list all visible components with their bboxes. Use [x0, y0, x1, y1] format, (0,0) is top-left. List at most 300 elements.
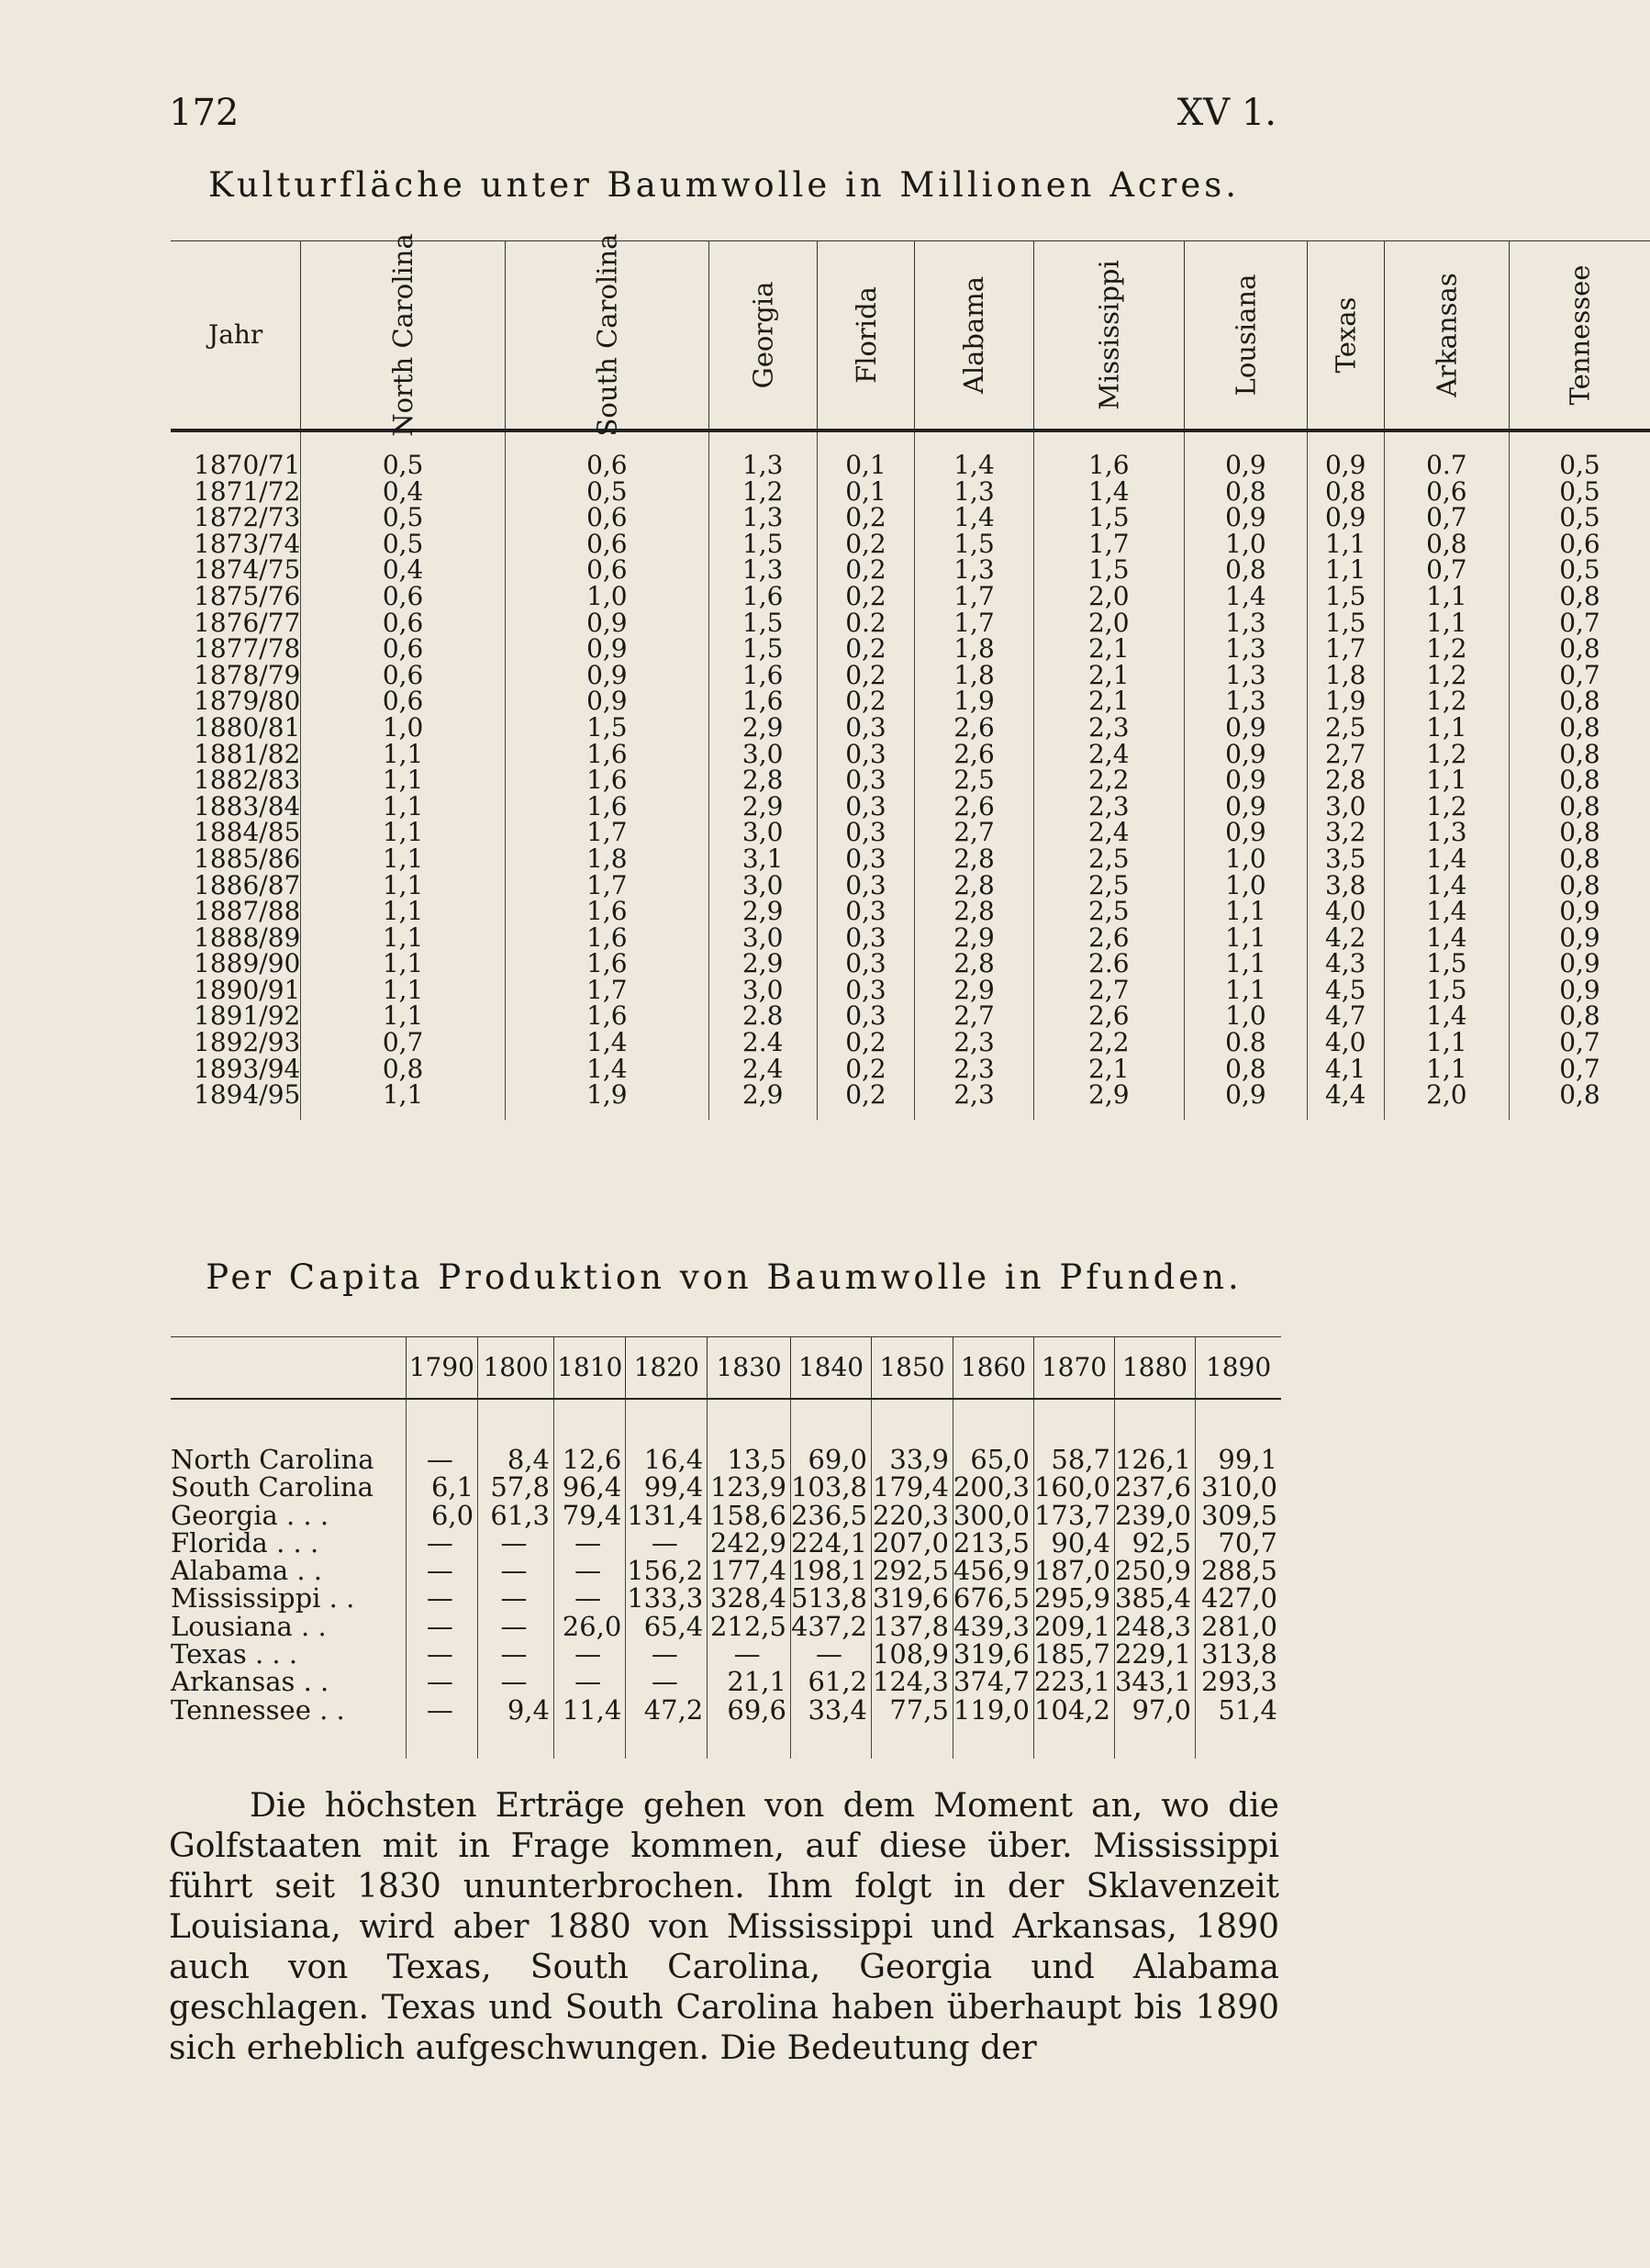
table-row: [171, 1668, 1281, 1695]
value-cell: 1,3: [1185, 663, 1308, 689]
value-cell: 513,8: [790, 1584, 871, 1612]
value-cell: 319,6: [953, 1640, 1033, 1668]
year-cell: 1876/77: [194, 607, 301, 638]
value-cell: 0,9: [1185, 505, 1308, 531]
value-cell: 12,6: [553, 1399, 625, 1473]
value-cell: 0,8: [1510, 636, 1650, 663]
value-cell: 0,8: [301, 1056, 506, 1083]
value-cell: 69,0: [790, 1399, 871, 1473]
value-cell: 70,7: [1196, 1529, 1281, 1557]
value-cell: 0,3: [817, 742, 915, 768]
value-cell: 1,7: [505, 820, 708, 846]
value-cell: 1,4: [915, 430, 1033, 479]
value-cell: 2,5: [1033, 899, 1184, 925]
value-cell: —: [478, 1613, 554, 1640]
value-cell: 1,1: [1185, 978, 1308, 1004]
value-cell: —: [406, 1529, 477, 1557]
value-cell: 0,7: [1384, 557, 1509, 584]
value-cell: 437,2: [790, 1613, 871, 1640]
value-cell: —: [406, 1640, 477, 1668]
column-header-1890: 1890: [1196, 1337, 1281, 1400]
value-cell: 0,8: [1510, 1082, 1650, 1120]
value-cell: 2,0: [1384, 1082, 1509, 1120]
value-cell: 0,9: [1307, 430, 1384, 479]
value-cell: 177,4: [708, 1557, 791, 1584]
value-cell: 1,1: [301, 1082, 506, 1120]
value-cell: 2,3: [915, 1030, 1033, 1056]
value-cell: 2,6: [915, 794, 1033, 821]
value-cell: 2,1: [1033, 663, 1184, 689]
value-cell: 0,6: [301, 663, 506, 689]
value-cell: 1,4: [505, 1030, 708, 1056]
year-cell: 1874/75: [194, 554, 301, 586]
value-cell: —: [406, 1399, 477, 1473]
value-cell: 2,6: [1033, 925, 1184, 952]
table-row: [171, 430, 1650, 479]
value-cell: 1,0: [1185, 873, 1308, 899]
value-cell: 11,4: [553, 1696, 625, 1759]
value-cell: —: [553, 1529, 625, 1557]
value-cell: 1,1: [1384, 610, 1509, 637]
column-header-label: Texas: [1330, 296, 1362, 374]
value-cell: 61,2: [790, 1668, 871, 1695]
value-cell: 1,5: [1384, 978, 1509, 1004]
value-cell: 2,3: [915, 1082, 1033, 1120]
state-cell: Florida . . .: [171, 1526, 319, 1559]
value-cell: 374,7: [953, 1668, 1033, 1695]
value-cell: 292,5: [872, 1557, 953, 1584]
value-cell: 2,2: [1033, 1030, 1184, 1056]
column-header-north-carolina: [301, 233, 506, 437]
value-cell: 1,4: [1384, 899, 1509, 925]
value-cell: 160,0: [1033, 1473, 1114, 1501]
value-cell: 1,1: [1185, 951, 1308, 978]
body-paragraph: [169, 1786, 1279, 2069]
value-cell: 33,9: [872, 1399, 953, 1473]
value-cell: 4,0: [1307, 1030, 1384, 1056]
year-cell: 1877/78: [194, 633, 301, 665]
value-cell: 0,5: [301, 505, 506, 531]
value-cell: 3,8: [1307, 873, 1384, 899]
value-cell: 119,0: [953, 1696, 1033, 1759]
value-cell: 250,9: [1114, 1557, 1195, 1584]
value-cell: 2,3: [1033, 794, 1184, 821]
value-cell: 2,8: [1307, 767, 1384, 794]
value-cell: 0,8: [1510, 1003, 1650, 1030]
year-cell: 1893/94: [194, 1053, 301, 1084]
value-cell: 16,4: [626, 1399, 708, 1473]
value-cell: 185,7: [1033, 1640, 1114, 1668]
value-cell: 1,5: [708, 636, 817, 663]
column-header-1840: 1840: [790, 1337, 871, 1400]
value-cell: 0,9: [1510, 951, 1650, 978]
value-cell: 1,5: [915, 531, 1033, 558]
value-cell: —: [553, 1584, 625, 1612]
year-cell: 1891/92: [194, 1000, 301, 1032]
value-cell: 0,6: [301, 584, 506, 610]
value-cell: 1,7: [915, 610, 1033, 637]
state-cell: Texas . . .: [171, 1638, 298, 1670]
value-cell: 1,6: [1033, 430, 1184, 479]
value-cell: 0,2: [817, 531, 915, 558]
value-cell: 1,0: [1185, 846, 1308, 873]
column-header-label: Florida: [850, 286, 882, 384]
column-header-jahr: [171, 241, 301, 431]
table-row: [171, 1399, 1281, 1473]
value-cell: 1,8: [505, 846, 708, 873]
value-cell: 2,9: [1033, 1082, 1184, 1120]
value-cell: 173,7: [1033, 1502, 1114, 1529]
value-cell: 2,8: [915, 873, 1033, 899]
table-row: [171, 688, 1650, 715]
value-cell: —: [406, 1613, 477, 1640]
column-header-arkansas: [1384, 241, 1509, 431]
value-cell: 2,2: [1033, 767, 1184, 794]
value-cell: 179,4: [872, 1473, 953, 1501]
value-cell: 310,0: [1196, 1473, 1281, 1501]
value-cell: 1,6: [505, 767, 708, 794]
value-cell: 207,0: [872, 1529, 953, 1557]
value-cell: 1,0: [1185, 531, 1308, 558]
value-cell: 65,4: [626, 1613, 708, 1640]
value-cell: 2,1: [1033, 1056, 1184, 1083]
year-cell: 1890/91: [194, 974, 301, 1005]
value-cell: 1,4: [1033, 479, 1184, 506]
table-row: [171, 1557, 1281, 1584]
value-cell: 309,5: [1196, 1502, 1281, 1529]
value-cell: 439,3: [953, 1613, 1033, 1640]
value-cell: 0,3: [817, 978, 915, 1004]
value-cell: 1,6: [505, 742, 708, 768]
value-cell: 1,5: [1033, 557, 1184, 584]
value-cell: 0,6: [505, 557, 708, 584]
value-cell: 0,5: [1510, 430, 1650, 479]
year-cell: 1872/73: [194, 502, 301, 533]
value-cell: 3,0: [708, 925, 817, 952]
value-cell: 239,0: [1114, 1502, 1195, 1529]
value-cell: 2,9: [708, 794, 817, 821]
value-cell: 0,8: [1510, 767, 1650, 794]
value-cell: 104,2: [1033, 1696, 1114, 1759]
column-header-label: Georgia: [747, 281, 779, 389]
value-cell: 2,5: [1033, 846, 1184, 873]
value-cell: 0,9: [1185, 430, 1308, 479]
value-cell: 126,1: [1114, 1399, 1195, 1473]
value-cell: 21,1: [708, 1668, 791, 1695]
value-cell: 90,4: [1033, 1529, 1114, 1557]
value-cell: 2.6: [1033, 951, 1184, 978]
value-cell: 1,4: [1384, 1003, 1509, 1030]
value-cell: 1,9: [505, 1082, 708, 1120]
value-cell: 0,8: [1510, 742, 1650, 768]
value-cell: 2,0: [1033, 584, 1184, 610]
value-cell: 1,7: [1307, 636, 1384, 663]
value-cell: 1,3: [1185, 610, 1308, 637]
table-row: [171, 1003, 1650, 1030]
column-header-state: [171, 1337, 406, 1400]
value-cell: —: [626, 1529, 708, 1557]
value-cell: 0,3: [817, 1003, 915, 1030]
value-cell: 2.8: [708, 1003, 817, 1030]
value-cell: 0,3: [817, 715, 915, 742]
value-cell: 1,7: [915, 584, 1033, 610]
column-header-label: Lousiana: [1230, 274, 1262, 397]
value-cell: 4,3: [1307, 951, 1384, 978]
year-cell: 1882/83: [194, 765, 301, 796]
value-cell: —: [478, 1529, 554, 1557]
state-cell: South Carolina: [171, 1471, 373, 1503]
value-cell: 1,4: [915, 505, 1033, 531]
year-cell: 1888/89: [194, 922, 301, 953]
value-cell: 1,1: [301, 925, 506, 952]
value-cell: 0,2: [817, 557, 915, 584]
value-cell: 0,2: [817, 584, 915, 610]
value-cell: 1,1: [301, 873, 506, 899]
value-cell: 0,2: [817, 636, 915, 663]
column-header-south-carolina: [505, 233, 708, 437]
value-cell: 1,0: [505, 584, 708, 610]
column-header-1870: 1870: [1033, 1337, 1114, 1400]
value-cell: 300,0: [953, 1502, 1033, 1529]
table-row: [171, 1030, 1650, 1056]
value-cell: 0,1: [817, 430, 915, 479]
value-cell: 1,1: [1384, 767, 1509, 794]
value-cell: 385,4: [1114, 1584, 1195, 1612]
value-cell: 0,8: [1185, 1056, 1308, 1083]
value-cell: 0,8: [1185, 479, 1308, 506]
value-cell: 3,5: [1307, 846, 1384, 873]
value-cell: 1,1: [1384, 1056, 1509, 1083]
value-cell: 198,1: [790, 1557, 871, 1584]
value-cell: 1,5: [708, 531, 817, 558]
value-cell: 1,2: [708, 479, 817, 506]
value-cell: 1,4: [1185, 584, 1308, 610]
value-cell: 77,5: [872, 1696, 953, 1759]
per-capita-production-table: [171, 1336, 1281, 1759]
value-cell: 0,2: [817, 1056, 915, 1083]
value-cell: 236,5: [790, 1502, 871, 1529]
page-number: 172: [169, 92, 240, 134]
value-cell: 0,9: [1185, 1082, 1308, 1120]
value-cell: 1,2: [1384, 794, 1509, 821]
value-cell: 1,1: [1185, 925, 1308, 952]
value-cell: 0,7: [301, 1030, 506, 1056]
value-cell: 1,1: [301, 767, 506, 794]
value-cell: 1,4: [505, 1056, 708, 1083]
value-cell: 0,8: [1307, 479, 1384, 506]
value-cell: 0,9: [1185, 742, 1308, 768]
value-cell: 2,1: [1033, 688, 1184, 715]
value-cell: 0,6: [505, 531, 708, 558]
year-cell: 1881/82: [194, 738, 301, 769]
value-cell: 1,1: [301, 899, 506, 925]
value-cell: 1,5: [1033, 505, 1184, 531]
value-cell: 224,1: [790, 1529, 871, 1557]
column-header-alabama: [915, 241, 1033, 431]
value-cell: —: [790, 1640, 871, 1668]
value-cell: 213,5: [953, 1529, 1033, 1557]
value-cell: 131,4: [626, 1502, 708, 1529]
value-cell: —: [406, 1557, 477, 1584]
value-cell: 0,1: [817, 479, 915, 506]
value-cell: 0,9: [505, 610, 708, 637]
value-cell: 58,7: [1033, 1399, 1114, 1473]
value-cell: 1,3: [915, 479, 1033, 506]
year-cell: 1873/74: [194, 528, 301, 559]
value-cell: 97,0: [1114, 1696, 1195, 1759]
value-cell: 0,7: [1510, 1056, 1650, 1083]
section-number: XV 1.: [1176, 92, 1277, 134]
value-cell: 0,2: [817, 688, 915, 715]
value-cell: 0,3: [817, 951, 915, 978]
value-cell: 0,6: [301, 636, 506, 663]
value-cell: 0,3: [817, 899, 915, 925]
value-cell: 1,3: [708, 505, 817, 531]
value-cell: 0,8: [1510, 688, 1650, 715]
table-row: [171, 951, 1650, 978]
value-cell: 237,6: [1114, 1473, 1195, 1501]
state-cell: Georgia . . .: [171, 1499, 329, 1531]
value-cell: 0,6: [1510, 531, 1650, 558]
value-cell: 0,5: [1510, 479, 1650, 506]
value-cell: 2,6: [915, 742, 1033, 768]
value-cell: 103,8: [790, 1473, 871, 1501]
value-cell: 0,3: [817, 767, 915, 794]
value-cell: 1,6: [505, 1003, 708, 1030]
value-cell: 1,3: [1185, 636, 1308, 663]
table2-title: Per Capita Produktion von Baumwolle in Pfunden.: [206, 1257, 1243, 1297]
value-cell: 0,8: [1510, 820, 1650, 846]
table-row: [171, 1056, 1650, 1083]
value-cell: 1,6: [505, 899, 708, 925]
value-cell: 293,3: [1196, 1668, 1281, 1695]
value-cell: 1,5: [1307, 584, 1384, 610]
table-row: [171, 846, 1650, 873]
value-cell: 1,3: [915, 557, 1033, 584]
value-cell: 0,8: [1510, 846, 1650, 873]
value-cell: 229,1: [1114, 1640, 1195, 1668]
value-cell: 2,9: [708, 1082, 817, 1120]
table-row: [171, 479, 1650, 506]
table-row: [171, 584, 1650, 610]
value-cell: 69,6: [708, 1696, 791, 1759]
value-cell: 2,5: [915, 767, 1033, 794]
column-header-1880: 1880: [1114, 1337, 1195, 1400]
value-cell: 248,3: [1114, 1613, 1195, 1640]
value-cell: 0,9: [1185, 767, 1308, 794]
value-cell: 2,8: [915, 846, 1033, 873]
value-cell: —: [406, 1668, 477, 1695]
value-cell: —: [406, 1696, 477, 1759]
value-cell: 2,6: [1033, 1003, 1184, 1030]
column-header-georgia: [708, 241, 817, 431]
value-cell: 343,1: [1114, 1668, 1195, 1695]
value-cell: 0,9: [1185, 715, 1308, 742]
column-header-texas: [1307, 241, 1384, 431]
column-header-label: South Carolina: [591, 233, 623, 437]
value-cell: 2,7: [915, 820, 1033, 846]
value-cell: 200,3: [953, 1473, 1033, 1501]
value-cell: —: [478, 1640, 554, 1668]
value-cell: 2,3: [1033, 715, 1184, 742]
value-cell: 133,3: [626, 1584, 708, 1612]
value-cell: 1,1: [301, 742, 506, 768]
value-cell: 123,9: [708, 1473, 791, 1501]
value-cell: 0,7: [1384, 505, 1509, 531]
value-cell: 2,7: [915, 1003, 1033, 1030]
value-cell: 3,0: [1307, 794, 1384, 821]
value-cell: —: [553, 1668, 625, 1695]
value-cell: 1,9: [1307, 688, 1384, 715]
value-cell: 0,3: [817, 846, 915, 873]
column-header-1820: 1820: [626, 1337, 708, 1400]
value-cell: 295,9: [1033, 1584, 1114, 1612]
value-cell: 99,4: [626, 1473, 708, 1501]
value-cell: 0,7: [1510, 610, 1650, 637]
value-cell: 676,5: [953, 1584, 1033, 1612]
value-cell: 1,6: [505, 794, 708, 821]
column-header-lousiana: [1185, 241, 1308, 431]
table-row: [171, 794, 1650, 821]
value-cell: 0,9: [1510, 899, 1650, 925]
value-cell: 0,6: [301, 610, 506, 637]
value-cell: 0,9: [505, 636, 708, 663]
value-cell: —: [626, 1668, 708, 1695]
value-cell: 4,7: [1307, 1003, 1384, 1030]
year-cell: 1887/88: [194, 896, 301, 927]
value-cell: 2,9: [708, 715, 817, 742]
value-cell: 8,4: [478, 1399, 554, 1473]
value-cell: 1,5: [1307, 610, 1384, 637]
table-row: [171, 1640, 1281, 1668]
state-cell: Arkansas . .: [171, 1666, 329, 1698]
table-row: [171, 531, 1650, 558]
value-cell: —: [708, 1640, 791, 1668]
value-cell: 79,4: [553, 1502, 625, 1529]
value-cell: 0,4: [301, 479, 506, 506]
value-cell: 0,7: [1510, 663, 1650, 689]
value-cell: —: [553, 1557, 625, 1584]
value-cell: 61,3: [478, 1502, 554, 1529]
value-cell: 2,5: [1033, 873, 1184, 899]
column-header-mississippi: [1033, 241, 1184, 431]
value-cell: 319,6: [872, 1584, 953, 1612]
value-cell: 0,3: [817, 873, 915, 899]
value-cell: 4,2: [1307, 925, 1384, 952]
value-cell: 2,9: [915, 925, 1033, 952]
year-cell: 1880/81: [194, 711, 301, 743]
value-cell: 1,4: [1384, 846, 1509, 873]
column-header-1830: 1830: [708, 1337, 791, 1400]
table-row: [171, 1082, 1650, 1120]
column-header-label: North Carolina: [387, 233, 419, 437]
value-cell: 1,1: [301, 1003, 506, 1030]
value-cell: 137,8: [872, 1613, 953, 1640]
year-cell: 1884/85: [194, 817, 301, 848]
value-cell: 1,5: [505, 715, 708, 742]
year-cell: 1883/84: [194, 790, 301, 821]
year-cell: 1879/80: [194, 686, 301, 717]
table-row: [171, 1584, 1281, 1612]
value-cell: 1,3: [708, 557, 817, 584]
value-cell: 1,3: [708, 430, 817, 479]
value-cell: 0,2: [817, 505, 915, 531]
value-cell: 223,1: [1033, 1668, 1114, 1695]
value-cell: 156,2: [626, 1557, 708, 1584]
value-cell: —: [626, 1640, 708, 1668]
value-cell: 2,3: [915, 1056, 1033, 1083]
year-cell: 1875/76: [194, 580, 301, 611]
